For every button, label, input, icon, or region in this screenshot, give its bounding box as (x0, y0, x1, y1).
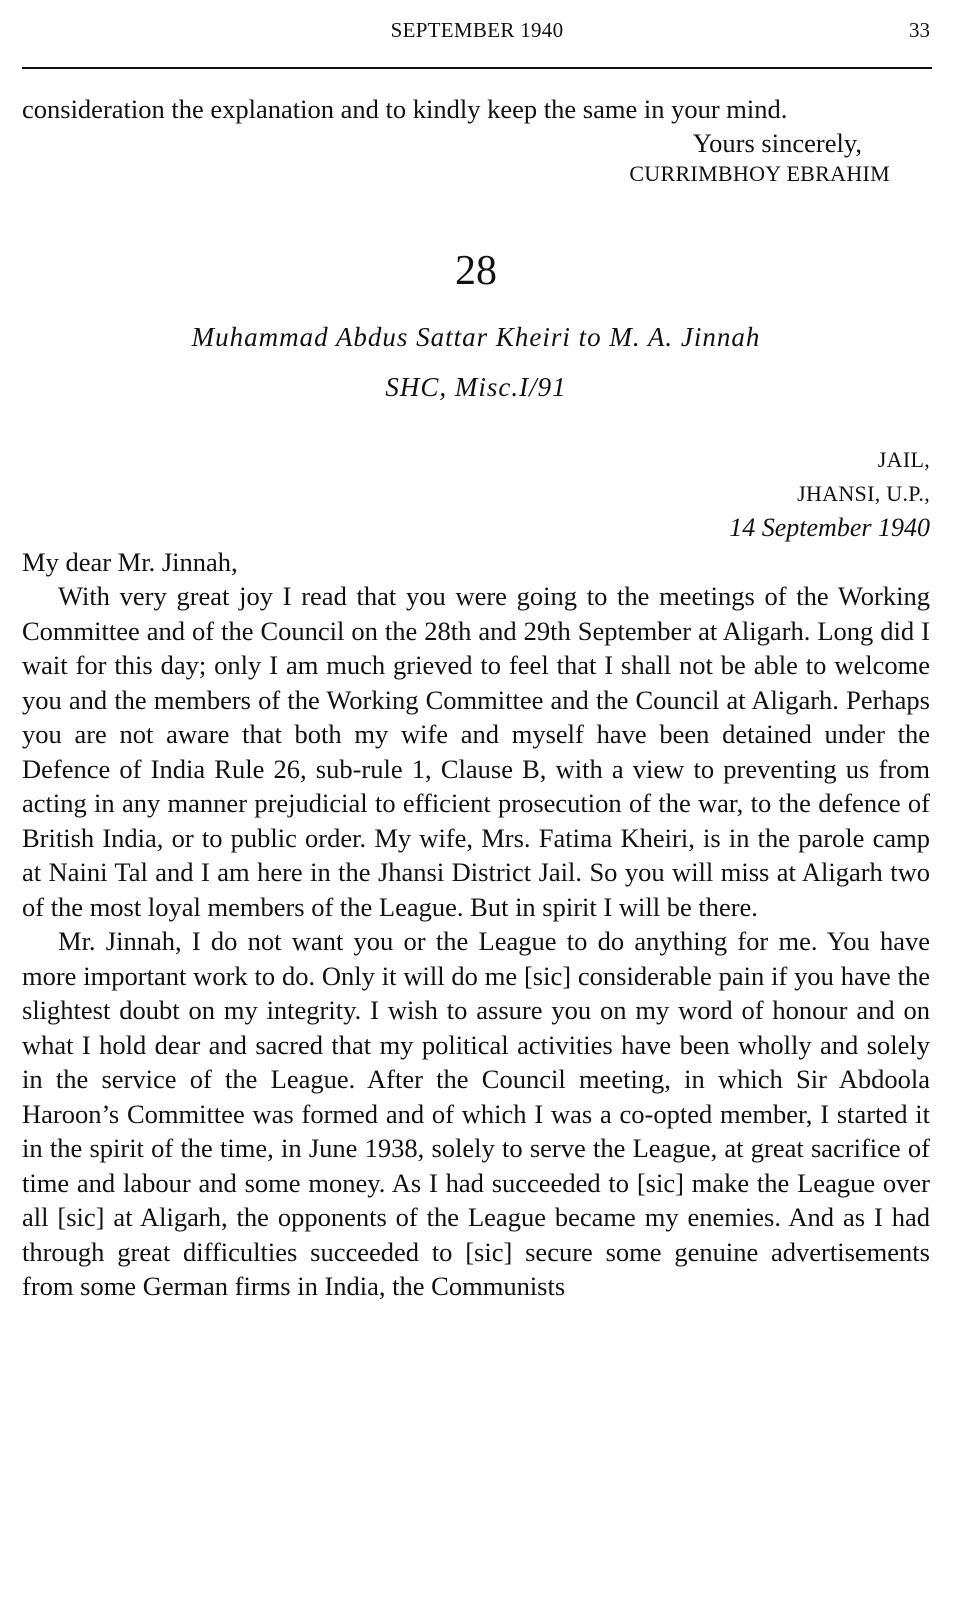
sender-address (22, 443, 930, 545)
header-rule (22, 67, 932, 69)
page-body (22, 92, 930, 1304)
letter-paragraph: Mr. Jinnah, I do not want you or the League to do anything for me. You have more important work to do. Only it will do me [sic] considerable pain if you have the slightest doubt on my integrity. I wish to assure you on my word of honour and on what I hold dear and sacred that my political activities have been wholly and solely in the service of the League. After the Council meeting, in which Sir Abdoola Haroon’s Committee was formed and of which I was a co-opted member, I started it in the spirit of the time, in June 1938, solely to serve the League, at great sacrifice of time and labour and some money. As I had succeeded to [sic] make the League over all [sic] at Aligarh, the opponents of the League became my enemies. And as I had through great difficulties succeeded to [sic] secure some genuine advertisements from some German firms in India, the Communists (22, 926, 930, 1301)
document-source: SHC, Misc.I/91 (385, 371, 567, 402)
closing-phrase: Yours sincerely, (692, 127, 862, 158)
previous-letter-text: consideration the explanation and to kindly keep the same in your mind. (22, 94, 788, 124)
address-line-2: JHANSI, U.P., (797, 480, 930, 506)
letter-paragraph: With very great joy I read that you were going to the meetings of the Working Committee and of the Council on the 28th and 29th September at Aligarh. Long did I wait for this day; only I am much grieved to feel that I shall not be able to welcome you and the members of the Working Committee and the Council at Aligarh. Perhaps you are not aware that both my wife and myself have been detained under the Defence of India Rule 26, sub-rule 1, Clause B, with a view to preventing us from acting in any manner prejudicial to efficient prosecution of the war, to the defence of British India, or to public order. My wife, Mrs. Fatima Kheiri, is in the parole camp at Naini Tal and I am here in the Jhansi District Jail. So you will miss at Aligarh two of the most loyal members of the League. But in spirit I will be there. (22, 581, 930, 922)
page-number: 33 (909, 18, 930, 42)
running-header (22, 18, 932, 48)
previous-letter-closing (22, 127, 930, 189)
salutation: My dear Mr. Jinnah, (22, 546, 238, 577)
signature: CURRIMBHOY EBRAHIM (629, 160, 890, 186)
document-number: 28 (455, 247, 497, 294)
document-title: Muhammad Abdus Sattar Kheiri to M. A. Jinnah (191, 321, 761, 352)
running-title: SEPTEMBER 1940 (390, 18, 564, 42)
address-line-1: JAIL, (877, 446, 930, 472)
letter-date: 14 September 1940 (729, 512, 930, 542)
